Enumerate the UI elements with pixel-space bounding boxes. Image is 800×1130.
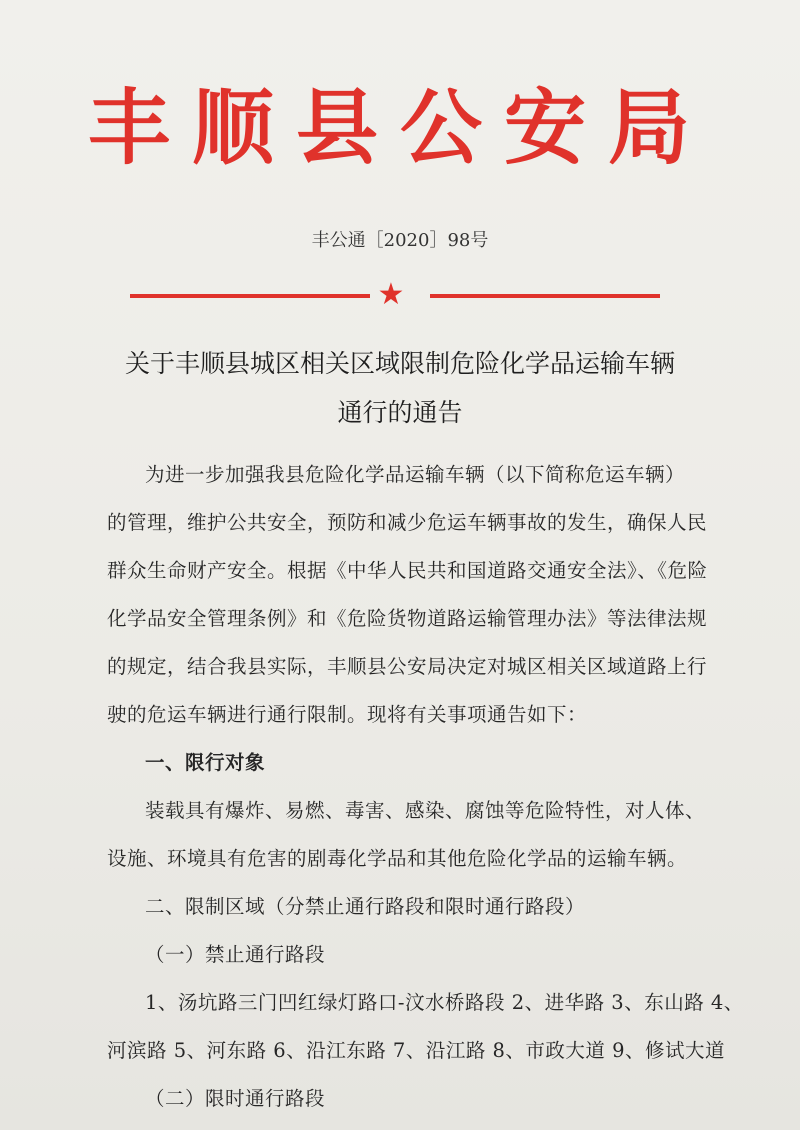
section-heading: 二、限制区域（分禁止通行路段和限时通行路段） xyxy=(145,895,586,918)
body-line: 河滨路 5、河东路 6、沿江东路 7、沿江路 8、市政大道 9、修试大道 xyxy=(107,1039,726,1062)
body-line: 化学品安全管理条例》和《危险货物道路运输管理办法》等法律法规 xyxy=(107,607,708,630)
body-line: 1、汤坑路三门凹红绿灯路口-汶水桥路段 2、进华路 3、东山路 4、 xyxy=(145,991,744,1014)
body-line: 装载具有爆炸、易燃、毒害、感染、腐蚀等危险特性，对人体、 xyxy=(145,799,706,822)
subsection-heading: （一）禁止通行路段 xyxy=(145,943,326,966)
red-rule-left xyxy=(130,294,370,298)
body-line: 的管理，维护公共安全，预防和减少危运车辆事故的发生，确保人民 xyxy=(107,511,708,534)
body-line: 群众生命财产安全。根据《中华人民共和国道路交通安全法》、《危险 xyxy=(107,559,708,582)
document-number: 丰公通［2020］98号 xyxy=(311,230,489,251)
body-line: 的规定，结合我县实际，丰顺县公安局决定对城区相关区域道路上行 xyxy=(107,655,708,678)
masthead: 丰顺县公安局 xyxy=(87,80,712,176)
body-line: 设施、环境具有危害的剧毒化学品和其他危险化学品的运输车辆。 xyxy=(107,847,688,870)
section-heading: 一、限行对象 xyxy=(145,751,266,774)
red-star-icon: ★ xyxy=(377,277,405,312)
subsection-heading: （二）限时通行路段 xyxy=(145,1087,326,1110)
red-rule-right xyxy=(430,294,660,298)
body-line: 为进一步加强我县危险化学品运输车辆（以下简称危运车辆） xyxy=(145,463,686,486)
body-line: 驶的危运车辆进行通行限制。现将有关事项通告如下： xyxy=(107,703,588,726)
notice-title-line-2: 通行的通告 xyxy=(337,398,463,427)
notice-title-line-1: 关于丰顺县城区相关区域限制危险化学品运输车辆 xyxy=(124,349,675,378)
